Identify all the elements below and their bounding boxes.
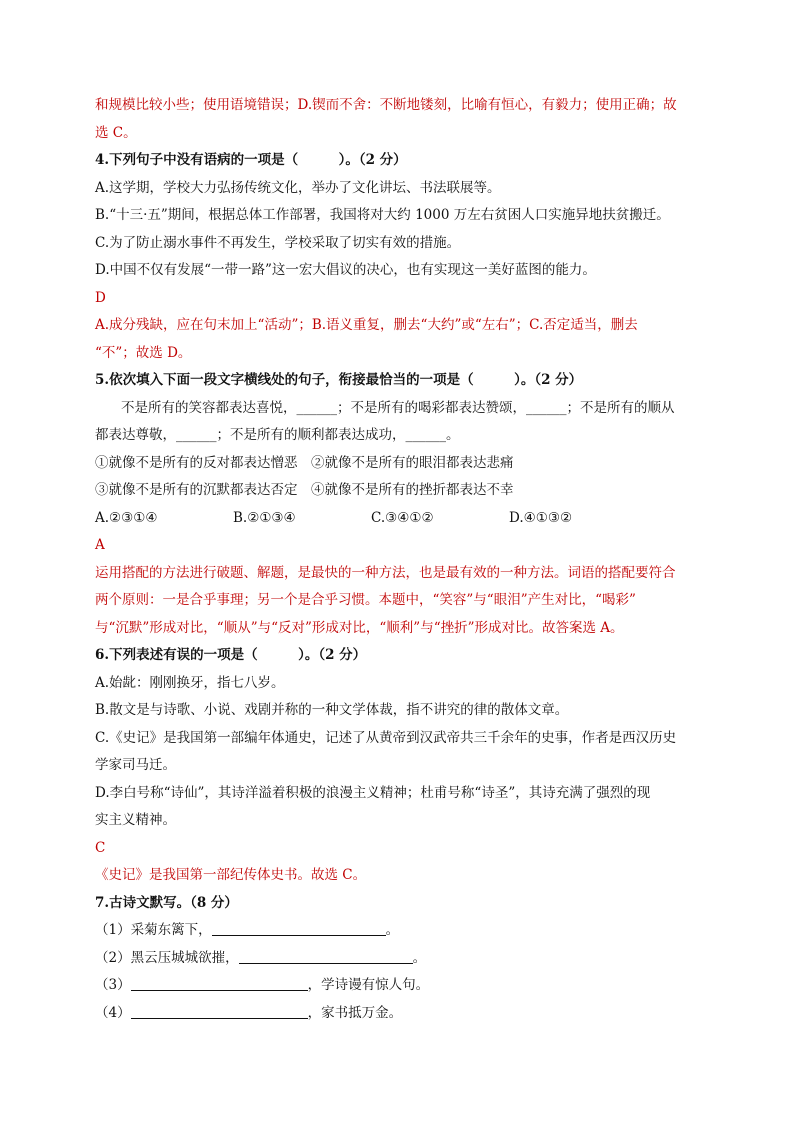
q5-choices [95, 505, 705, 533]
q6-option-c-line-1: C.《史记》是我国第一部编年体通史，记述了从黄帝到汉武帝共三千余年的史事，作者是西汉历史 [95, 729, 677, 746]
q7-item-3-after: ，学诗谩有惊人句。 [307, 977, 430, 993]
q6-option-d-line-1: D.李白号称“诗仙”，其诗洋溢着积极的浪漫主义精神；杜甫号称“诗圣”，其诗充满了强烈的现 [95, 784, 651, 801]
q4-stem: 4.下列句子中没有语病的一项是（ ）。（2 分） [95, 152, 407, 168]
q6-stem: 6.下列表述有误的一项是（ ）。（2 分） [95, 647, 367, 663]
q7-item-1-after: 。 [385, 922, 400, 938]
q7-item-4-after: ，家书抵万金。 [307, 1004, 403, 1021]
q7-item-1-before: 采菊东篱下， [130, 922, 212, 938]
q7-item-1-blank[interactable] [212, 920, 386, 936]
q5-choice-a: A.②③①④ [95, 509, 158, 526]
q7-item-1-number: （1） [95, 922, 131, 938]
q7-item-3-blank[interactable] [131, 975, 308, 991]
q5-item-line-2: ③就像不是所有的沉默都表达否定 ④就像不是所有的挫折都表达不幸 [95, 482, 514, 498]
q4-explanation-line-2: “不”；故选 D。 [95, 344, 192, 361]
q7-item-4 [95, 1000, 705, 1028]
exam-page [95, 92, 705, 1027]
q7-item-2-blank[interactable] [239, 948, 413, 964]
q5-passage-line-1: 不是所有的笑容都表达喜悦，______；不是所有的喝彩都表达赞颂，______；不是所有的顺从 [121, 399, 675, 416]
q5-explanation-line-1: 运用搭配的方法进行破题、解题，是最快的一种方法，也是最有效的一种方法。词语的搭配要符合 [95, 564, 676, 581]
q7-item-4-number: （4） [95, 1004, 131, 1021]
q7-stem: 7.古诗文默写。（8 分） [95, 894, 238, 911]
q4-option-a: A.这学期，学校大力弘扬传统文化，举办了文化讲坛、书法联展等。 [95, 179, 501, 196]
q4-answer: D [95, 289, 106, 306]
q7-item-3 [95, 972, 705, 1000]
q5-choice-c: C.③④①② [371, 509, 434, 526]
q5-item-line-1: ①就像不是所有的反对都表达憎恶 ②就像不是所有的眼泪都表达悲痛 [95, 454, 514, 471]
q7-item-1 [95, 917, 705, 945]
q5-passage-line-2: 都表达尊敬，______；不是所有的顺利都表达成功，______。 [95, 427, 460, 443]
q4-option-b: B.“十三·五”期间，根据总体工作部署，我国将对大约 1000 万左右贫困人口实施异地扶贫搬迁。 [95, 207, 670, 223]
q6-option-d-line-2: 实主义精神。 [95, 812, 176, 828]
q4-option-c: C.为了防止溺水事件不再发生，学校采取了切实有效的措施。 [95, 234, 461, 251]
q7-item-3-number: （3） [95, 977, 131, 993]
q5-choice-b: B.②①③④ [233, 509, 296, 526]
q5-stem: 5.依次填入下面一段文字横线处的句子，衔接最恰当的一项是（ ）。（2 分） [95, 372, 583, 388]
q6-answer: C [95, 839, 106, 856]
q5-choice-d: D.④①③② [509, 509, 573, 526]
q5-explanation-line-3: 与“沉默”形成对比，“顺从”与“反对”形成对比，“顺利”与“挫折”形成对比。故答案选 A。 [95, 619, 624, 636]
q6-explanation: 《史记》是我国第一部纪传体史书。故选 C。 [95, 867, 367, 883]
q7-item-4-blank[interactable] [131, 1003, 308, 1019]
q7-item-2-after: 。 [412, 949, 427, 966]
q4-option-d: D.中国不仅有发展“一带一路”这一宏大倡议的决心，也有实现这一美好蓝图的能力。 [95, 262, 596, 278]
q3-explanation-line-1: 和规模比较小些；使用语境错误；D.锲而不舍：不断地镂刻，比喻有恒心，有毅力；使用正确；故 [95, 97, 677, 113]
q7-item-2 [95, 945, 705, 973]
q6-option-a: A.始龀：刚刚换牙，指七八岁。 [95, 674, 285, 691]
q6-option-b: B.散文是与诗歌、小说、戏剧并称的一种文学体裁，指不讲究的律的散体文章。 [95, 702, 569, 718]
q6-option-c-line-2: 学家司马迁。 [95, 757, 176, 773]
q7-item-2-before: 黑云压城城欲摧， [130, 949, 239, 966]
q7-item-2-number: （2） [95, 949, 131, 966]
q5-explanation-line-2: 两个原则：一是合乎事理；另一个是合乎习惯。本题中，“笑容”与“眼泪”产生对比，“喝彩” [95, 592, 636, 608]
q4-explanation-line-1: A.成分残缺，应在句末加上“活动”；B.语义重复，删去“大约”或“左右”；C.否定适当，删去 [95, 317, 638, 333]
q3-explanation-line-2: 选 C。 [95, 124, 137, 141]
q5-answer: A [95, 537, 105, 553]
